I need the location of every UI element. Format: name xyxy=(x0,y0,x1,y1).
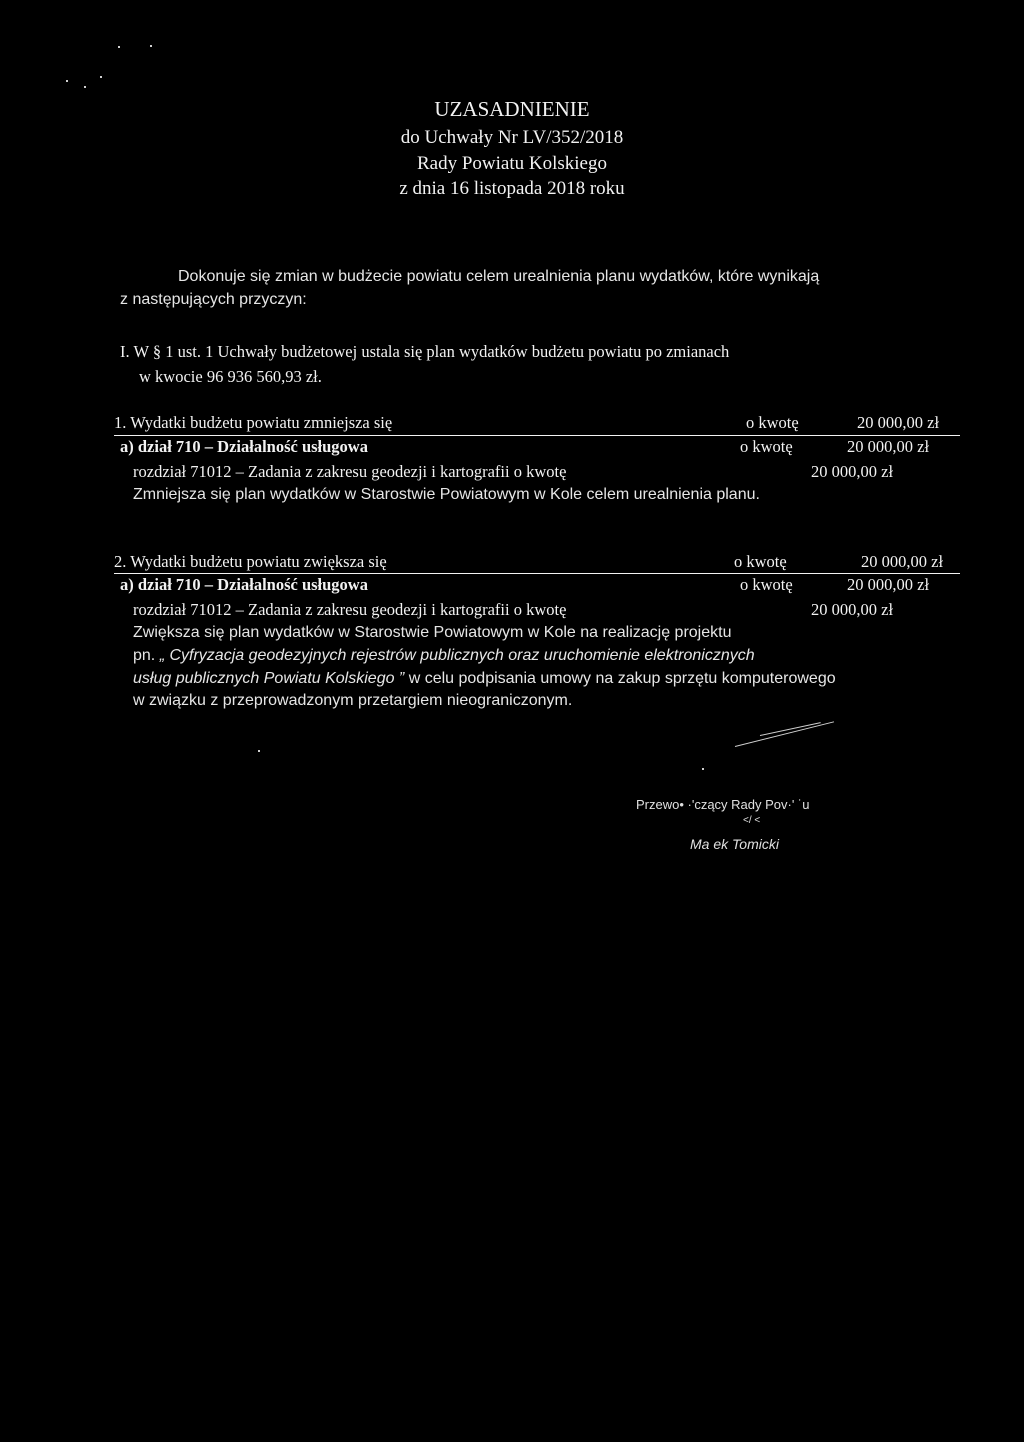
intro-line: Dokonuje się zmian w budżecie powiatu celem urealnienia planu wydatków, które wynikają xyxy=(178,268,820,285)
rozdzial-line: rozdział 71012 – Zadania z zakresu geodezji i kartografii o kwotę xyxy=(133,600,567,619)
project-name-cont: usług publicznych Powiatu Kolskiego ” xyxy=(133,670,405,687)
dzial-amount: 20 000,00 zł xyxy=(847,575,930,594)
page-title: UZASADNIENIE xyxy=(434,97,590,121)
item-heading: 1. Wydatki budżetu powiatu zmniejsza się xyxy=(114,413,393,432)
dzial-o: o kwotę xyxy=(740,437,793,456)
section-one-line: w kwocie 96 936 560,93 zł. xyxy=(139,367,322,386)
note-prefix: pn. xyxy=(133,647,160,664)
item-heading: 2. Wydatki budżetu powiatu zwiększa się xyxy=(114,552,387,571)
dzial-line: a) dział 710 – Działalność usługowa xyxy=(120,437,368,456)
item-note: Zmniejsza się plan wydatków w Starostwie Powiatowym w Kole celem urealnienia planu. xyxy=(133,486,760,503)
dzial-o: o kwotę xyxy=(740,575,793,594)
item-note: Zwiększa się plan wydatków w Starostwie Powiatowym w Kole na realizację projektu xyxy=(133,624,732,641)
intro-line: z następujących przyczyn: xyxy=(120,291,307,308)
signature-stroke xyxy=(760,722,821,736)
dzial-amount: 20 000,00 zł xyxy=(847,437,930,456)
dzial-line: a) dział 710 – Działalność usługowa xyxy=(120,575,368,594)
rozdzial-line: rozdział 71012 – Zadania z zakresu geodezji i kartografii o kwotę xyxy=(133,462,567,481)
rozdzial-amount: 20 000,00 zł xyxy=(811,600,894,619)
item-heading-amount: 20 000,00 zł xyxy=(861,552,944,571)
item-heading-amount: 20 000,00 zł xyxy=(857,413,940,432)
project-name: „ Cyfryzacja geodezyjnych rejestrów publicznych oraz uruchomienie elektronicznych xyxy=(159,647,755,664)
rozdzial-amount: 20 000,00 zł xyxy=(811,462,894,481)
scan-mark xyxy=(702,768,704,770)
signature-marks: ˂/ ˂ xyxy=(743,815,761,826)
item-heading-o: o kwotę xyxy=(734,552,787,571)
scan-mark xyxy=(258,750,260,752)
signature-title: Przewo• ·'czący Rady Pov·' ˙u xyxy=(636,797,810,812)
resolution-number: do Uchwały Nr LV/352/2018 xyxy=(400,127,624,148)
section-one-line: I. W § 1 ust. 1 Uchwały budżetowej ustala się plan wydatków budżetu powiatu po zmianach xyxy=(120,342,730,361)
scan-mark xyxy=(66,80,68,82)
scan-mark xyxy=(118,46,120,48)
scan-mark xyxy=(150,45,152,47)
signature-name: Ma ek Tomicki xyxy=(690,836,779,852)
scan-mark xyxy=(100,76,102,78)
item-note xyxy=(133,647,755,665)
note-rest: w celu podpisania umowy na zakup sprzętu komputerowego xyxy=(404,670,836,687)
item-note: w związku z przeprowadzonym przetargiem nieograniczonym. xyxy=(133,692,573,709)
item-note xyxy=(133,670,836,688)
resolution-date: z dnia 16 listopada 2018 roku xyxy=(399,178,625,199)
item-heading-o: o kwotę xyxy=(746,413,799,432)
council-name: Rady Powiatu Kolskiego xyxy=(417,153,607,174)
scan-mark xyxy=(84,86,86,88)
signature-stroke xyxy=(735,721,834,747)
